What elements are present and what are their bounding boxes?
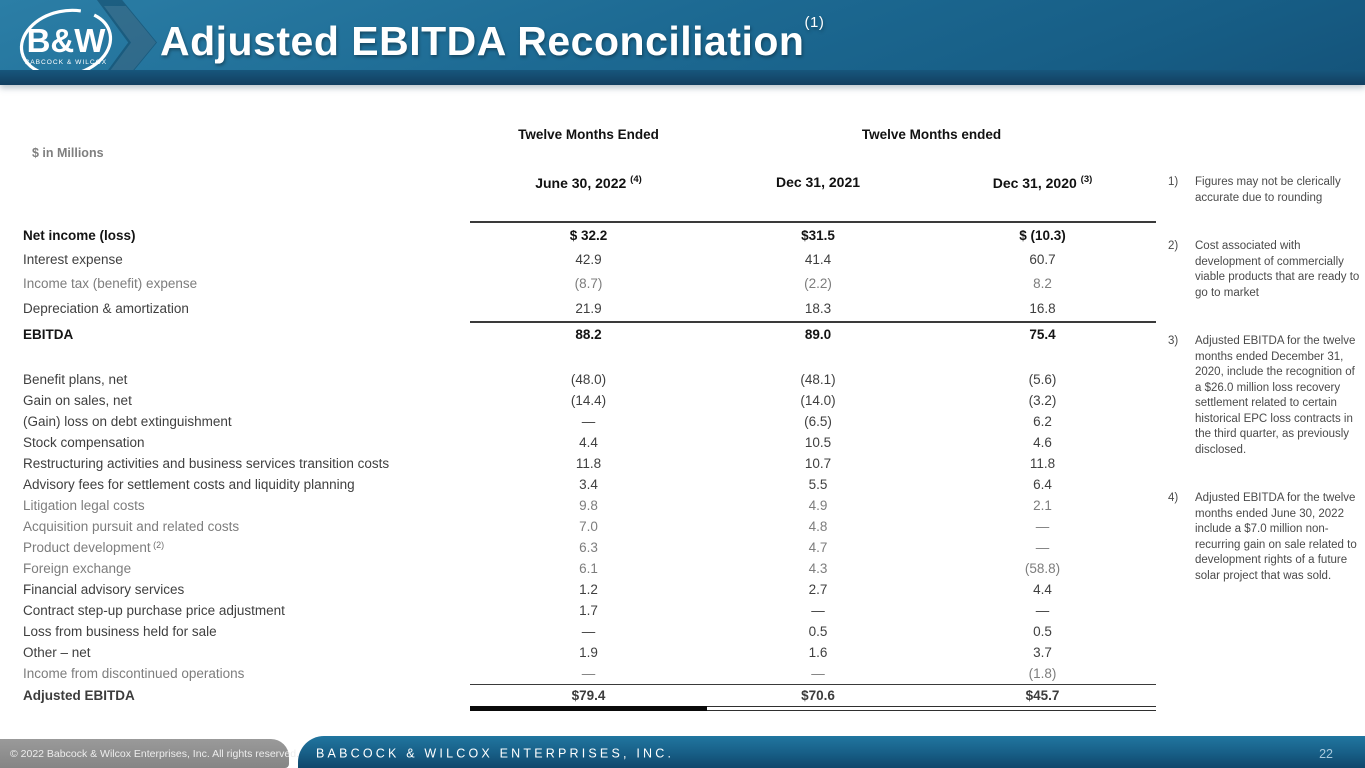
row-label: Financial advisory services [23,581,185,597]
row-label: Income from discontinued operations [23,665,245,681]
row-value: 10.7 [804,455,832,471]
row-value: (48.1) [800,371,836,387]
row-label: Stock compensation [23,434,145,450]
row-value: (1.8) [1028,665,1057,681]
row-value: $45.7 [1025,687,1060,703]
footnote-text: Figures may not be clerically accurate due to rounding [1195,176,1341,204]
page-title-footnote-ref: (1) [804,14,825,31]
row-value: 7.0 [579,518,598,534]
row-value: (5.6) [1028,371,1057,387]
row-label: Contract step-up purchase price adjustment [23,602,285,618]
row-value: — [581,665,596,681]
row-value: 75.4 [1029,327,1056,343]
column-header-text: June 30, 2022 [535,175,627,191]
row-value: — [581,413,596,429]
row-label: Adjusted EBITDA [23,687,135,703]
table-row [23,600,1156,621]
row-value: (48.0) [570,371,607,387]
row-value: 1.2 [579,581,598,597]
bottom-rule-thick [470,706,707,711]
table-bottom-rules [470,706,1156,712]
column-header-june-2022 [470,174,707,191]
row-value: 8.2 [1033,276,1052,292]
row-value: — [1035,518,1050,534]
row-value: 4.6 [1033,434,1052,450]
table-row [23,495,1156,516]
column-header-dec-2021 [707,174,929,190]
row-value: 9.8 [579,497,598,513]
column-header-text: Dec 31, 2021 [775,174,861,190]
row-value: $70.6 [801,687,835,703]
row-value: 6.4 [1033,476,1052,492]
row-value: 2.1 [1033,497,1052,513]
table-row [23,579,1156,600]
row-label: Litigation legal costs [23,497,145,513]
row-label: Loss from business held for sale [23,623,217,639]
column-group-1: Twelve Months Ended [518,127,659,142]
row-label: Income tax (benefit) expense [23,276,198,292]
footnote-number: 1) [1168,176,1179,188]
row-value: 60.7 [1029,252,1056,268]
row-value: 89.0 [804,327,832,343]
row-value: 11.8 [1029,455,1056,471]
table-row [23,247,1156,271]
row-label: Advisory fees for settlement costs and liquidity planning [23,476,355,492]
table-row [23,558,1156,579]
row-value: $ (10.3) [1019,227,1066,243]
row-value: 2.7 [808,581,828,597]
row-value: — [1035,602,1050,618]
row-value: 16.8 [1029,300,1056,316]
row-value: 18.3 [804,300,832,316]
row-value: 4.3 [808,560,828,576]
row-value: 4.4 [579,434,598,450]
row-value: 88.2 [575,327,602,343]
row-label: (Gain) loss on debt extinguishment [23,413,232,429]
table-row [23,369,1156,390]
row-footnote-ref: (2) [150,539,165,550]
table-row [23,296,1156,320]
table-section-gap [23,347,1156,369]
column-group-2: Twelve Months ended [861,127,1002,142]
page-title-text: Adjusted EBITDA Reconciliation [160,18,805,64]
page-title [160,14,824,65]
bottom-rule-double [707,706,1156,711]
row-value: — [1035,539,1050,555]
footnote [1168,334,1360,458]
row-label: Product development $^{(2)}$ [23,539,165,555]
table-row [23,621,1156,642]
row-label: Restructuring activities and business services transition costs [23,455,390,471]
row-label: Other – net [23,644,91,660]
table-row [23,432,1156,453]
column-header-text: Dec 31, 2020 [992,175,1077,191]
column-footnote-ref: (4) [630,174,642,185]
row-label: Net income (loss) [23,227,136,243]
footer-gray-bar [0,739,300,768]
row-value: 21.9 [575,300,602,316]
table-row [23,642,1156,663]
row-value: (58.8) [1024,560,1061,576]
column-footnote-ref: (3) [1080,174,1093,185]
footnote-text: Adjusted EBITDA for the twelve months ended June 30, 2022 include a $7.0 million non-recurring gain on sale related to development rights of a future solar project that was sold. [1195,492,1357,582]
row-value: 0.5 [1033,623,1052,639]
row-label: Gain on sales, net [23,392,132,408]
row-value: (14.0) [800,392,836,408]
footer-company-name: BABCOCK & WILCOX ENTERPRISES, INC. [316,746,675,761]
footnote-text: Adjusted EBITDA for the twelve months ended December 31, 2020, include the recognition of a $26.0 million loss recovery settlement related to certain historical EPC loss contracts in the third quarter, as previously disclosed. [1195,335,1356,456]
row-value: 4.8 [808,518,828,534]
slide-header [0,0,1365,85]
row-value: (6.5) [804,413,832,429]
table-body [23,221,1156,712]
column-header-dec-2020 [929,174,1156,191]
row-value: $ 32.2 [569,227,608,243]
row-value: 3.4 [579,476,598,492]
table-row [23,537,1156,558]
footnote-number: 2) [1168,240,1179,253]
row-value: 5.5 [808,476,828,492]
table-row [23,685,1156,706]
row-label: EBITDA [23,327,74,343]
row-value: 3.7 [1033,644,1052,660]
row-value: 4.9 [808,497,828,513]
row-label: Acquisition pursuit and related costs [23,518,240,534]
table-row [23,323,1156,347]
logo-sub-text: BABCOCK & WILCOX [24,59,108,66]
row-value: (8.7) [574,276,603,292]
table-row [23,516,1156,537]
row-value: (3.2) [1028,392,1057,408]
row-value: (14.4) [570,392,607,408]
row-label: Depreciation & amortization [23,300,189,316]
footnote-text: Cost associated with development of commercially viable products that are ready to go to market [1195,240,1360,299]
row-value: 1.9 [579,644,598,660]
footnote [1168,175,1360,206]
row-value: 6.3 [579,539,598,555]
row-value: — [811,602,825,618]
row-value: 6.1 [579,560,598,576]
header-bottom-band [0,70,1365,85]
row-value: 0.5 [808,623,828,639]
footnote-number: 3) [1168,335,1179,348]
row-label: Benefit plans, net [23,371,128,387]
footnote-number: 4) [1168,492,1179,505]
row-value: 6.2 [1033,413,1052,429]
table-row [23,272,1156,296]
row-value: 4.4 [1033,581,1052,597]
table-row [23,453,1156,474]
row-value: 1.6 [808,644,828,660]
table-row [23,411,1156,432]
row-label: Foreign exchange [23,560,132,576]
row-value: $79.4 [571,687,606,703]
row-value: 10.5 [804,434,832,450]
table-row [23,474,1156,495]
logo-main-text: B&W [26,22,106,59]
table-row [23,223,1156,247]
row-value: — [811,665,825,681]
row-value: 4.7 [808,539,828,555]
footnotes [1168,175,1360,617]
row-value: — [581,623,596,639]
row-label: Interest expense [23,252,123,268]
row-value: $31.5 [801,227,835,243]
table-row [23,663,1156,684]
footnote [1168,239,1360,301]
row-value: (2.2) [804,276,832,292]
footnote [1168,491,1360,584]
row-value: 41.4 [804,252,832,268]
copyright-text: © 2022 Babcock & Wilcox Enterprises, Inc. All rights reserved. [10,747,300,760]
slide-footer [0,734,1365,768]
units-label: $ in Millions [32,146,104,160]
row-value: 11.8 [575,455,602,471]
row-value: 42.9 [575,252,602,268]
page-number: 22 [1319,747,1333,762]
table-row [23,390,1156,411]
row-value: 1.7 [579,602,598,618]
